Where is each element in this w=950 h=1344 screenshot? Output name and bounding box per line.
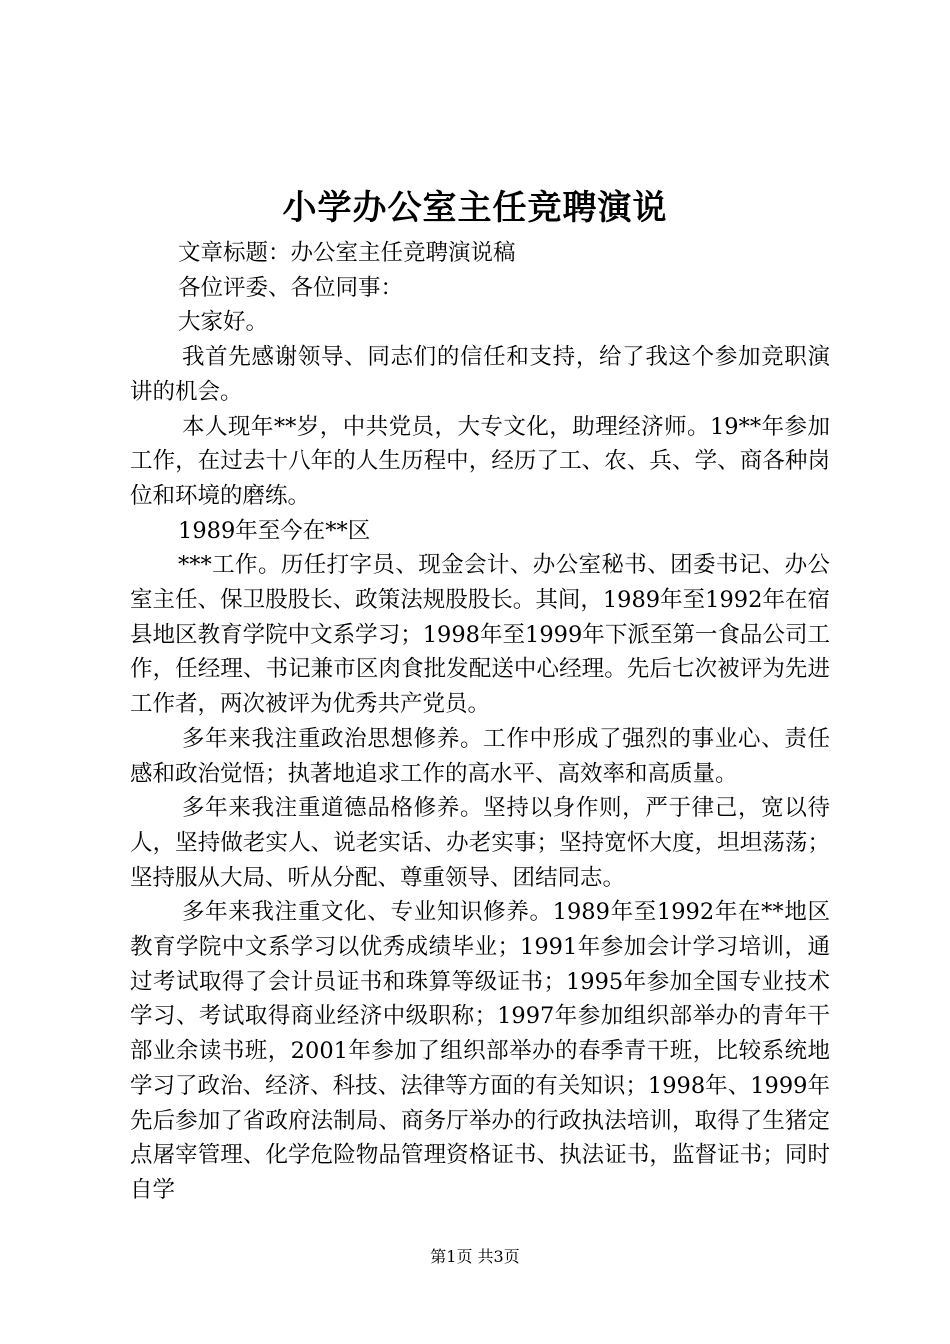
paragraph-salutation: 各位评委、各位同事： — [178, 274, 404, 301]
page-number-footer: 第1页 共3页 — [430, 1247, 520, 1266]
paragraph-thanks: 我首先感谢领导、同志们的信任和支持，给了我这个参加竞职演讲的机会。 — [130, 344, 830, 405]
paragraph-work-since: 1989年至今在**区 — [178, 517, 371, 544]
paragraph-political-cultivation: 多年来我注重政治思想修养。工作中形成了强烈的事业心、责任感和政治觉悟；执著地追求工作的高水平、高效率和高质量。 — [130, 725, 830, 787]
paragraph-self-intro: 本人现年**岁，中共党员，大专文化，助理经济师。19**年参加工作，在过去十八年的人生历程中，经历了工、农、兵、学、商各种岗位和环境的磨练。 — [130, 413, 830, 509]
paragraph-work-history: ***工作。历任打字员、现金会计、办公室秘书、团委书记、办公室主任、保卫股股长、政策法规股股长。其间，1989年至1992年在宿县地区教育学院中文系学习；1998年至1999年下派至第一食品公司工作，任经理、书记兼市区肉食批发配送中心经理。先后七次被评为先进工作者，两次被评为优秀共产党员。 — [130, 552, 830, 718]
paragraph-greeting: 大家好。 — [178, 309, 269, 336]
paragraph-knowledge-cultivation: 多年来我注重文化、专业知识修养。1989年至1992年在**地区教育学院中文系学习以优秀成绩毕业；1991年参加会计学习培训，通过考试取得了会计员证书和珠算等级证书；1995年参加全国专业技术学习、考试取得商业经济中级职称；1997年参加组织部举办的青年干部业余读书班，2001年参加了组织部举办的春季青干班，比较系统地学习了政治、经济、科技、法律等方面的有关知识；1998年、1999年先后参加了省政府法制局、商务厅举办的行政执法培训，取得了生猪定点屠宰管理、化学危险物品管理资格证书、执法证书，监督证书；同时自学 — [130, 899, 830, 1203]
document-body — [130, 236, 830, 1208]
paragraph-moral-cultivation: 多年来我注重道德品格修养。坚持以身作则，严于律己，宽以待人，坚持做老实人、说老实话、办老实事；坚持宽怀大度，坦坦荡荡；坚持服从大局、听从分配、尊重领导、团结同志。 — [130, 795, 830, 891]
document-title: 小学办公室主任竞聘演说 — [282, 188, 668, 228]
paragraph-article-title: 文章标题：办公室主任竞聘演说稿 — [178, 240, 516, 266]
